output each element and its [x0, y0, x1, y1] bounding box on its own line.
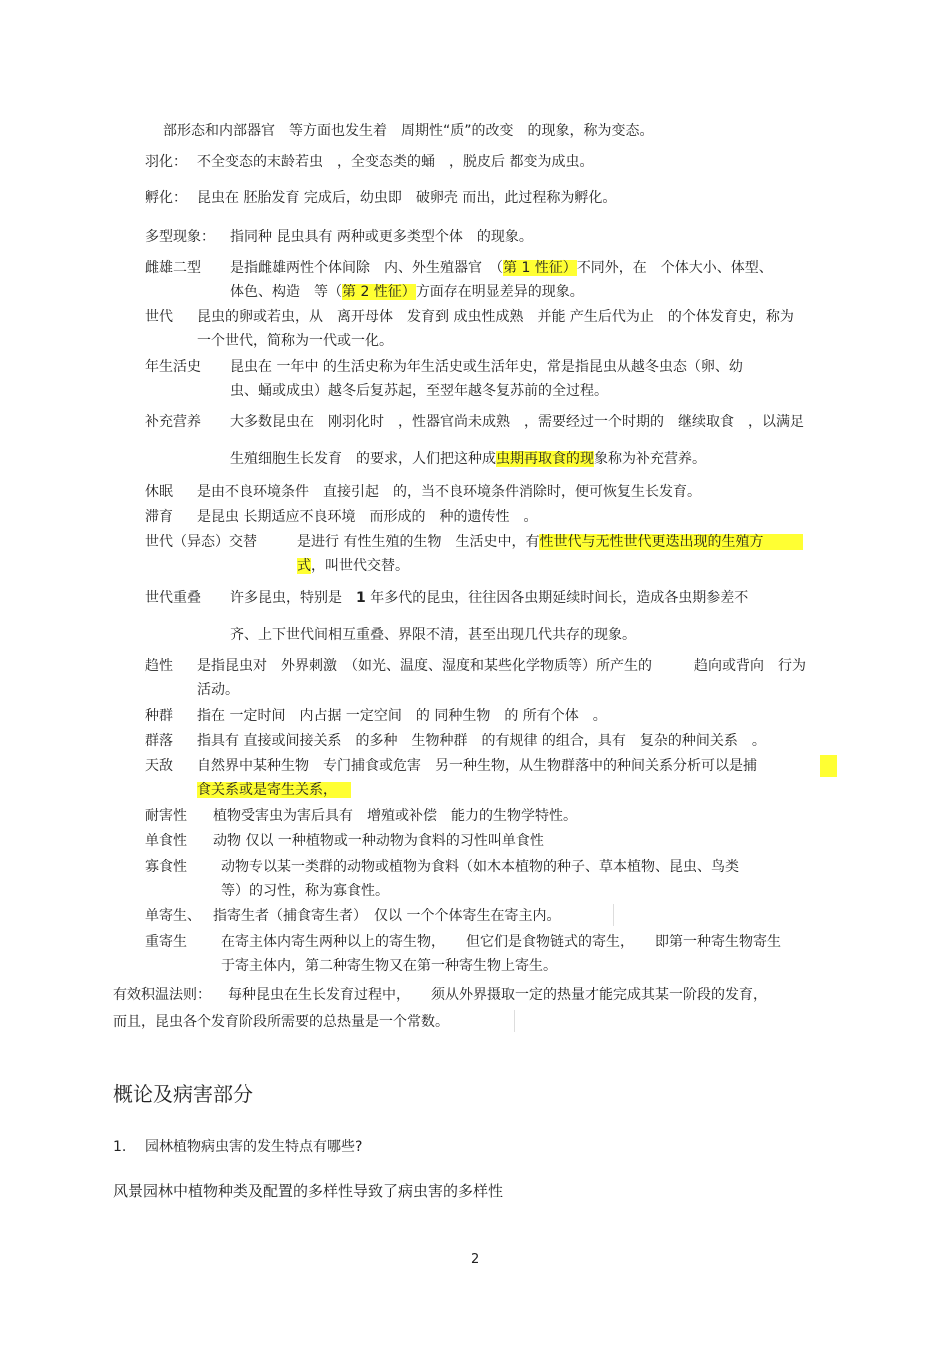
generation-definition-line1: 昆虫的卵或若虫，从 离开母体 发育到 成虫性成熟 并能 产生后代为止 的个体发育史，称为 — [197, 309, 794, 325]
dimorphism-definition-line1 — [230, 258, 773, 278]
term-thermal-law: 有效积温法则： — [113, 987, 211, 1003]
term-overlap: 世代重叠 — [145, 590, 201, 606]
term-hatching: 孵化： — [145, 190, 187, 206]
answer-text: 风景园林中植物种类及配置的多样性导致了病虫害的多样性 — [113, 1182, 504, 1200]
highlight-predation: 食关系或是寄生关系， — [197, 782, 351, 798]
generation-definition-line2: 一个世代，简称为一代或一化。 — [197, 333, 393, 349]
hatching-definition: 昆虫在 胚胎发育 完成后，幼虫即 破卵壳 而出，此过程称为孵化。 — [197, 190, 617, 206]
overlap-text-b: 年多代的昆虫，往往因各虫期延续时间长，造成各虫期参差不 — [365, 590, 749, 606]
supplementary-text-b: 象称为补充营养。 — [594, 451, 706, 467]
section-heading: 概论及病害部分 — [113, 1082, 253, 1106]
term-oligophagy: 寡食性 — [145, 859, 187, 875]
box-edge-2 — [514, 1010, 515, 1032]
dimorphism-text-c: 体色、构造 等（ — [230, 284, 342, 300]
annual-history-line2: 虫、蛹或成虫）越冬后复苏起，至翌年越冬复苏前的全过程。 — [230, 383, 608, 399]
natural-enemy-line2 — [197, 780, 351, 800]
eclosion-definition: 不全变态的末龄若虫 ，全变态类的蛹 ，脱皮后 都变为成虫。 — [197, 154, 594, 170]
term-annual-history: 年生活史 — [145, 359, 201, 375]
term-tolerance: 耐害性 — [145, 808, 187, 824]
question-text: 园林植物病虫害的发生特点有哪些? — [145, 1139, 363, 1155]
term-population: 种群 — [145, 708, 173, 724]
dormancy-definition: 是由不良环境条件 直接引起 的，当不良环境条件消除时，便可恢复生长发育。 — [197, 484, 701, 500]
overlap-line1 — [230, 588, 748, 608]
overlap-text-a: 许多昆虫，特别是 — [230, 590, 356, 606]
taxis-line2: 活动。 — [197, 682, 239, 698]
dimorphism-text-d: 方面存在明显差异的现象。 — [415, 284, 584, 300]
term-dormancy: 休眠 — [145, 484, 173, 500]
hyperparasite-line2: 于寄主体内，第二种寄生物又在第一种寄生物上寄生。 — [221, 958, 557, 974]
page-number: 2 — [471, 1252, 480, 1267]
highlight-secondary-trait: 第 2 性征） — [342, 284, 416, 300]
annual-history-line1: 昆虫在 一年中 的生活史称为年生活史或生活年史，常是指昆虫从越冬虫态（卵、幼 — [230, 359, 743, 375]
taxis-line1: 是指昆虫对 外界刺激 （如光、温度、湿度和某些化学物质等）所产生的 趋向或背向 行为 — [197, 658, 806, 674]
supplementary-nutrition-line1: 大多数昆虫在 刚羽化时 ，性器官尚未成熟 ，需要经过一个时期的 继续取食 ，以满足 — [230, 414, 804, 430]
dimorphism-text-b: 不同外，在 个体大小、体型、 — [576, 260, 773, 276]
overlap-line2: 齐、上下世代间相互重叠、界限不清，甚至出现几代共存的现象。 — [230, 627, 636, 643]
highlight-primary-trait: 第 1 性征） — [503, 260, 577, 276]
diapause-definition: 是昆虫 长期适应不良环境 而形成的 种的遗传性 。 — [197, 509, 538, 525]
term-taxis: 趋性 — [145, 658, 173, 674]
highlight-alternation: 性世代与无性世代更迭出现的生殖方 — [539, 534, 803, 550]
highlight-alternation-end: 式 — [297, 558, 311, 574]
term-community: 群落 — [145, 733, 173, 749]
term-eclosion: 羽化： — [145, 154, 187, 170]
hyperparasite-line1: 在寄主体内寄生两种以上的寄生物， 但它们是食物链式的寄生， 即第一种寄生物寄生 — [221, 934, 781, 950]
term-hyperparasite: 重寄生 — [145, 934, 187, 950]
alternation-text-a: 是进行 有性生殖的生物 生活史中，有 — [297, 534, 540, 550]
supplementary-nutrition-line2 — [230, 449, 706, 469]
community-definition: 指具有 直接或间接关系 的多种 生物种群 的有规律 的组合，具有 复杂的种间关系 。 — [197, 733, 766, 749]
term-generation: 世代 — [145, 309, 173, 325]
population-definition: 指在 一定时间 内占据 一定空间 的 同种生物 的 所有个体 。 — [197, 708, 607, 724]
term-monophagy: 单食性 — [145, 833, 187, 849]
alternation-text-b: ，叫世代交替。 — [311, 558, 409, 574]
alternation-line1 — [297, 532, 803, 552]
oligophagy-line1: 动物专以某一类群的动物或植物为食料（如木本植物的种子、草本植物、昆虫、鸟类 — [221, 859, 739, 875]
polymorphism-definition: 指同种 昆虫具有 两种或更多类型个体 的现象。 — [230, 229, 533, 245]
highlight-marker — [820, 755, 837, 777]
tolerance-definition: 植物受害虫为害后具有 增殖或补偿 能力的生物学特性。 — [213, 808, 577, 824]
dimorphism-text-a: 是指雌雄两性个体间除 内、外生殖器官 （ — [230, 260, 503, 276]
highlight-re-feeding: 虫期再取食的现 — [496, 451, 594, 467]
supplementary-text-a: 生殖细胞生长发育 的要求，人们把这种成 — [230, 451, 496, 467]
dimorphism-definition-line2 — [230, 282, 584, 302]
overlap-number: 1 — [356, 590, 366, 606]
term-polymorphism: 多型现象： — [145, 229, 215, 245]
term-diapause: 滞育 — [145, 509, 173, 525]
term-monoparasite: 单寄生、 — [145, 908, 201, 924]
thermal-law-line1: 每种昆虫在生长发育过程中， 须从外界摄取一定的热量才能完成其某一阶段的发育， — [228, 987, 767, 1003]
term-supplementary-nutrition: 补充营养 — [145, 414, 201, 430]
box-edge — [613, 904, 614, 926]
term-alternation: 世代（异态）交替 — [145, 534, 257, 550]
monophagy-definition: 动物 仅以 一种植物或一种动物为食料的习性叫单食性 — [213, 833, 544, 849]
oligophagy-line2: 等）的习性，称为寡食性。 — [221, 883, 389, 899]
term-dimorphism: 雌雄二型 — [145, 260, 201, 276]
question-number: 1. — [113, 1139, 127, 1155]
alternation-line2 — [297, 556, 409, 576]
monoparasite-definition: 指寄生者（捕食寄生者） 仅以 一个个体寄生在寄主内。 — [213, 908, 561, 924]
term-natural-enemy: 天敌 — [145, 758, 173, 774]
thermal-law-line2: 而且，昆虫各个发育阶段所需要的总热量是一个常数。 — [113, 1014, 449, 1030]
natural-enemy-line1: 自然界中某种生物 专门捕食或危害 另一种生物，从生物群落中的种间关系分析可以是捕 — [197, 758, 757, 774]
metamorphosis-text: 部形态和内部器官 等方面也发生着 周期性“质”的改变 的现象，称为变态。 — [163, 123, 654, 139]
